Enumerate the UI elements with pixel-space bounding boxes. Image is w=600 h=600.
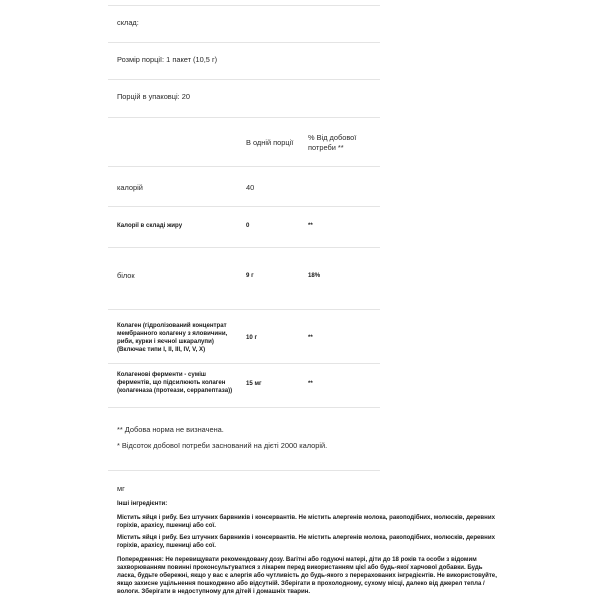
divider: [108, 42, 380, 43]
nutrient-name: білок: [117, 271, 135, 280]
divider: [108, 166, 380, 167]
allergen-statement: Містить яйця і рибу. Без штучних барвників і консервантів. Не містить алергенів молока, ракоподібних, молюсків, деревних горіхів, арахісу, пшениці або сої.: [117, 534, 495, 549]
composition-label: склад:: [117, 18, 139, 27]
divider: [108, 79, 380, 80]
nutrient-amount: 10 г: [246, 334, 258, 341]
warning-text: Попередження: Не перевищувати рекомендовану дозу. Вагітні або годуючі матері, діти до 18 років та особи з відомим захворюванням повинні проконсультуватися з лікарем перед використанням цієї або будь-якої харчової добавки. Будь ласка, будьте обережні, якщо у вас є алергія або чутливість до будь-якого з перерахованих інгредієнтів. Не використовуйте, якщо захисне ущільнення пошкоджено або відсутній. Зберігати в прохолодному, сухому місці, далеко від джерел тепла / вологи. Зберігати в недоступному для дітей і домашніх тварин.: [117, 556, 497, 595]
serving-size: Розмір порції: 1 пакет (10,5 г): [117, 55, 218, 64]
nutrient-name: Калорії в складі жиру: [117, 222, 183, 229]
ingredients-title: Інші інгредієнти:: [117, 500, 168, 507]
nutrient-dv: **: [308, 380, 313, 387]
divider: [108, 309, 380, 310]
col-daily-value: % Від добової потреби **: [308, 133, 357, 152]
divider: [108, 206, 380, 207]
nutrient-dv: **: [308, 222, 313, 229]
nutrient-name: калорій: [117, 183, 143, 192]
divider: [108, 363, 380, 364]
divider: [108, 247, 380, 248]
nutrient-dv: 18%: [308, 272, 321, 279]
unit-label: мг: [117, 484, 125, 493]
nutrient-amount: 0: [246, 222, 250, 229]
servings-per-container: Порцій в упаковці: 20: [117, 92, 190, 101]
nutrient-amount: 40: [246, 183, 255, 192]
allergen-statement: Містить яйця і рибу. Без штучних барвників і консервантів. Не містить алергенів молока, ракоподібних, молюсків, деревних горіхів, арахісу, пшениці або сої.: [117, 514, 495, 529]
divider: [108, 5, 380, 6]
col-per-serving: В одній порції: [246, 138, 294, 147]
nutrient-amount: 15 мг: [246, 380, 262, 387]
nutrient-dv: **: [308, 334, 313, 341]
divider: [108, 470, 380, 471]
divider: [108, 117, 380, 118]
nutrient-name: Колагенові ферменти - суміш ферментів, що підсилюють колаген (колагеназа (протеази, серрапептаза)): [117, 371, 233, 394]
divider: [108, 407, 380, 408]
nutrient-amount: 9 г: [246, 272, 254, 279]
footnote: * Відсоток добової потреби заснований на дієті 2000 калорій.: [117, 441, 328, 450]
nutrient-name: Колаген (гідролізований концентрат мембранного колагену з яловичини, риби, курки і яєчної шкаралупи) (Включає типи I, II, III, IV, V, X): [117, 322, 228, 353]
footnote: ** Добова норма не визначена.: [117, 425, 224, 434]
